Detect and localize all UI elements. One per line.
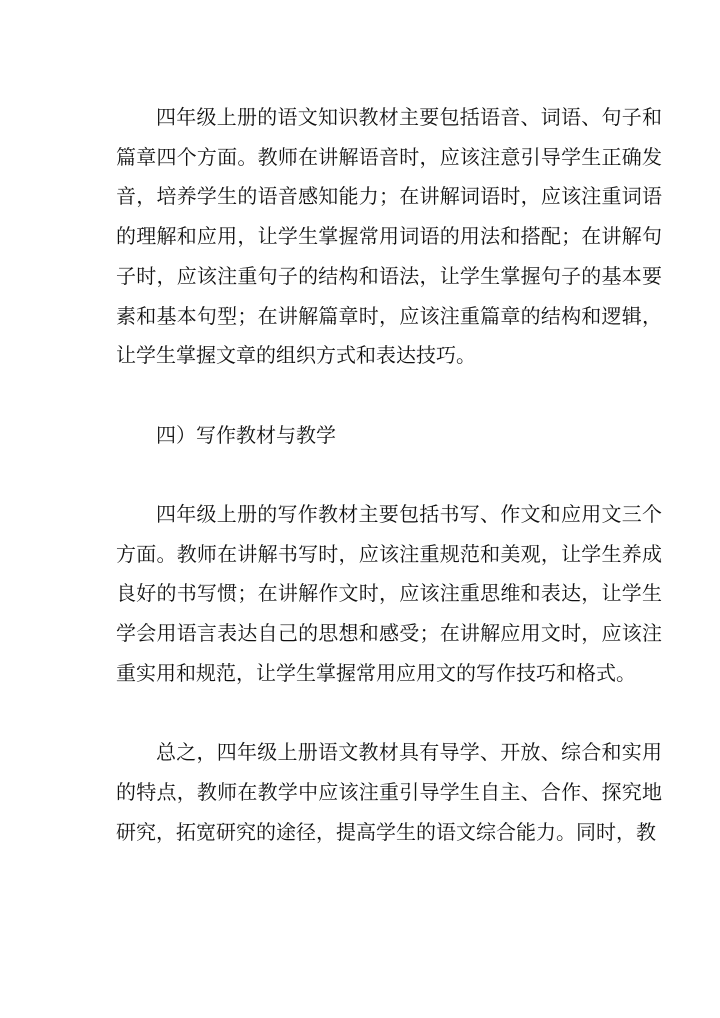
document-body <box>116 98 662 852</box>
paragraph-summary: 总之，四年级上册语文教材具有导学、开放、综合和实用的特点，教师在教学中应该注重引导学生自主、合作、探究地研究，拓宽研究的途径，提高学生的语文综合能力。同时，教 <box>116 740 662 844</box>
paragraph-gap <box>116 376 662 416</box>
paragraph-gap <box>116 455 662 495</box>
section-heading-writing: 四）写作教材与教学 <box>156 422 336 447</box>
paragraph-gap <box>116 694 662 734</box>
paragraph-chinese-knowledge: 四年级上册的语文知识教材主要包括语音、词语、句子和篇章四个方面。教师在讲解语音时，应该注意引导学生正确发音，培养学生的语音感知能力；在讲解词语时，应该注重词语的理解和应用，让学生掌握常用词语的用法和搭配；在讲解句子时，应该注重句子的结构和语法，让学生掌握句子的基本要素和基本句型；在讲解篇章时，应该注重篇章的结构和逻辑，让学生掌握文章的组织方式和表达技巧。 <box>116 105 662 368</box>
paragraph-writing-materials: 四年级上册的写作教材主要包括书写、作文和应用文三个方面。教师在讲解书写时，应该注重规范和美观，让学生养成良好的书写惯；在讲解作文时，应该注重思维和表达，让学生学会用语言表达自己的思想和感受；在讲解应用文时，应该注重实用和规范，让学生掌握常用应用文的写作技巧和格式。 <box>116 502 662 685</box>
